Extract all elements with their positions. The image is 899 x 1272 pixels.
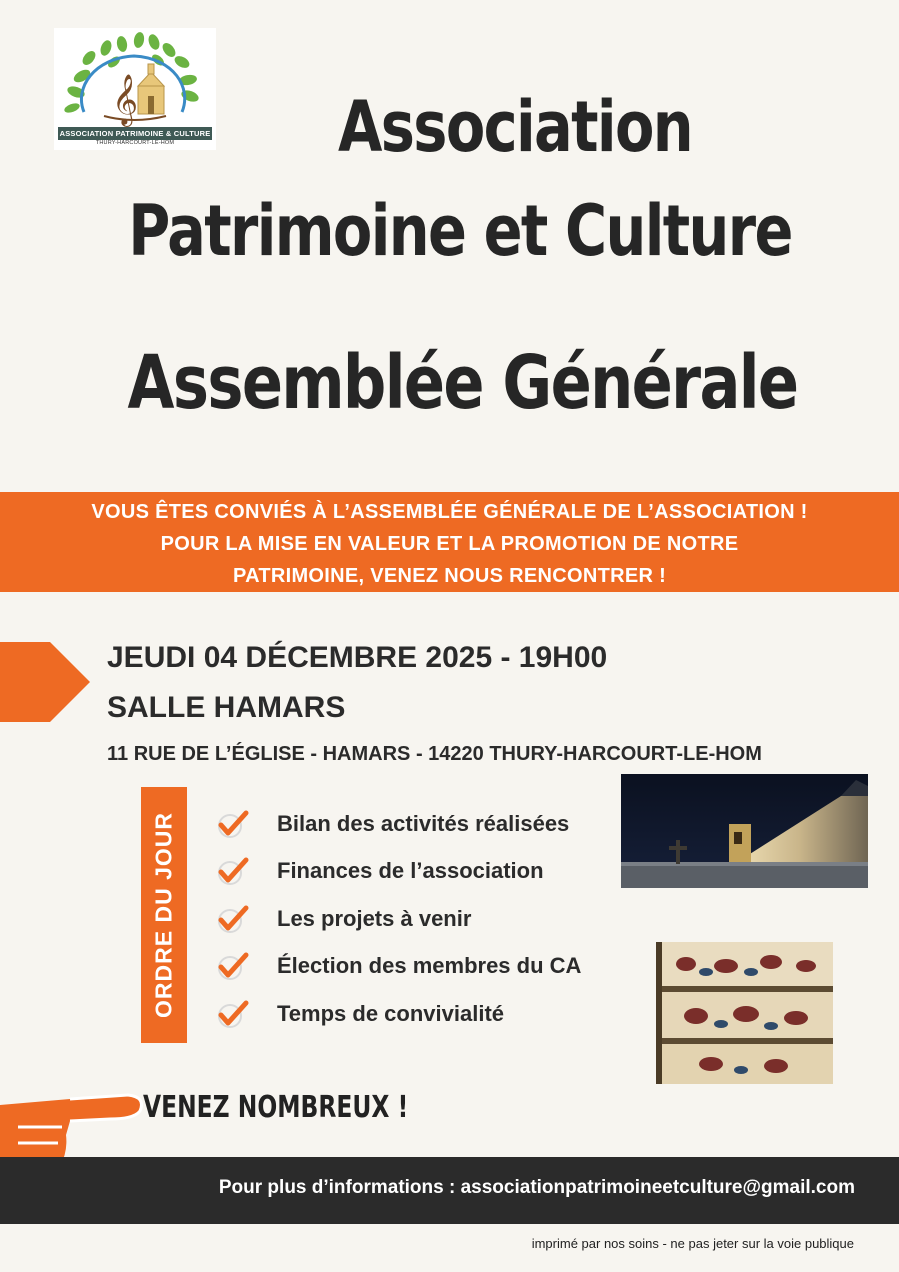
printed-note: imprimé par nos soins - ne pas jeter sur la voie publique [531,1236,854,1251]
checkmark-icon [215,809,249,839]
title-line-2: Patrimoine et Culture [128,190,792,272]
agenda-heading: ORDRE DU JOUR [150,812,177,1018]
footer-contact-info: Pour plus d’informations : associationpatrimoineetculture@gmail.com [218,1177,855,1198]
list-item [215,895,625,943]
checkmark-icon [215,951,249,981]
list-item [215,943,625,991]
agenda-item-label: Élection des membres du CA [277,953,582,979]
svg-text:𝄞: 𝄞 [112,74,139,125]
banner-line-1: VOUS ÊTES CONVIÉS À L’ASSEMBLÉE GÉNÉRALE DE L’ASSOCIATION ! [91,501,808,523]
event-title: Assemblée Générale [127,340,798,426]
association-logo [54,28,216,150]
logo-band-text: ASSOCIATION PATRIMOINE & CULTURE [59,129,211,138]
logo-sub-text: THURY-HARCOURT-LE-HOM [95,140,175,146]
agenda-item-label: Bilan des activités réalisées [277,810,570,836]
banner-line-2: POUR LA MISE EN VALEUR ET LA PROMOTION DE NOTRE [160,533,739,555]
checkmark-icon [215,904,249,934]
title-line-1: Association [337,86,692,168]
invitation-banner [0,492,899,592]
event-address: 11 RUE DE L’ÉGLISE - HAMARS - 14220 THURY-HARCOURT-LE-HOM [107,743,762,765]
list-item [215,848,625,896]
list-item [215,800,625,848]
logo-tree-icon [54,28,216,128]
church-night-photo [621,774,868,888]
agenda-item-label: Finances de l’association [277,858,544,884]
footer-bar [0,1157,899,1224]
arrow-marker-icon [0,642,90,722]
agenda-item-label: Les projets à venir [277,905,472,931]
event-venue: SALLE HAMARS [107,691,346,724]
tapestry-photo [656,942,833,1084]
agenda-item-label: Temps de convivialité [277,1000,505,1026]
agenda-list [215,800,625,1038]
checkmark-icon [215,999,249,1029]
checkmark-icon [215,856,249,886]
event-datetime: JEUDI 04 DÉCEMBRE 2025 - 19H00 [107,641,608,674]
agenda-heading-tag [141,787,187,1043]
banner-line-3: PATRIMOINE, VENEZ NOUS RENCONTRER ! [232,565,667,587]
list-item [215,990,625,1038]
call-to-action: VENEZ NOMBREUX ! [143,1090,409,1125]
